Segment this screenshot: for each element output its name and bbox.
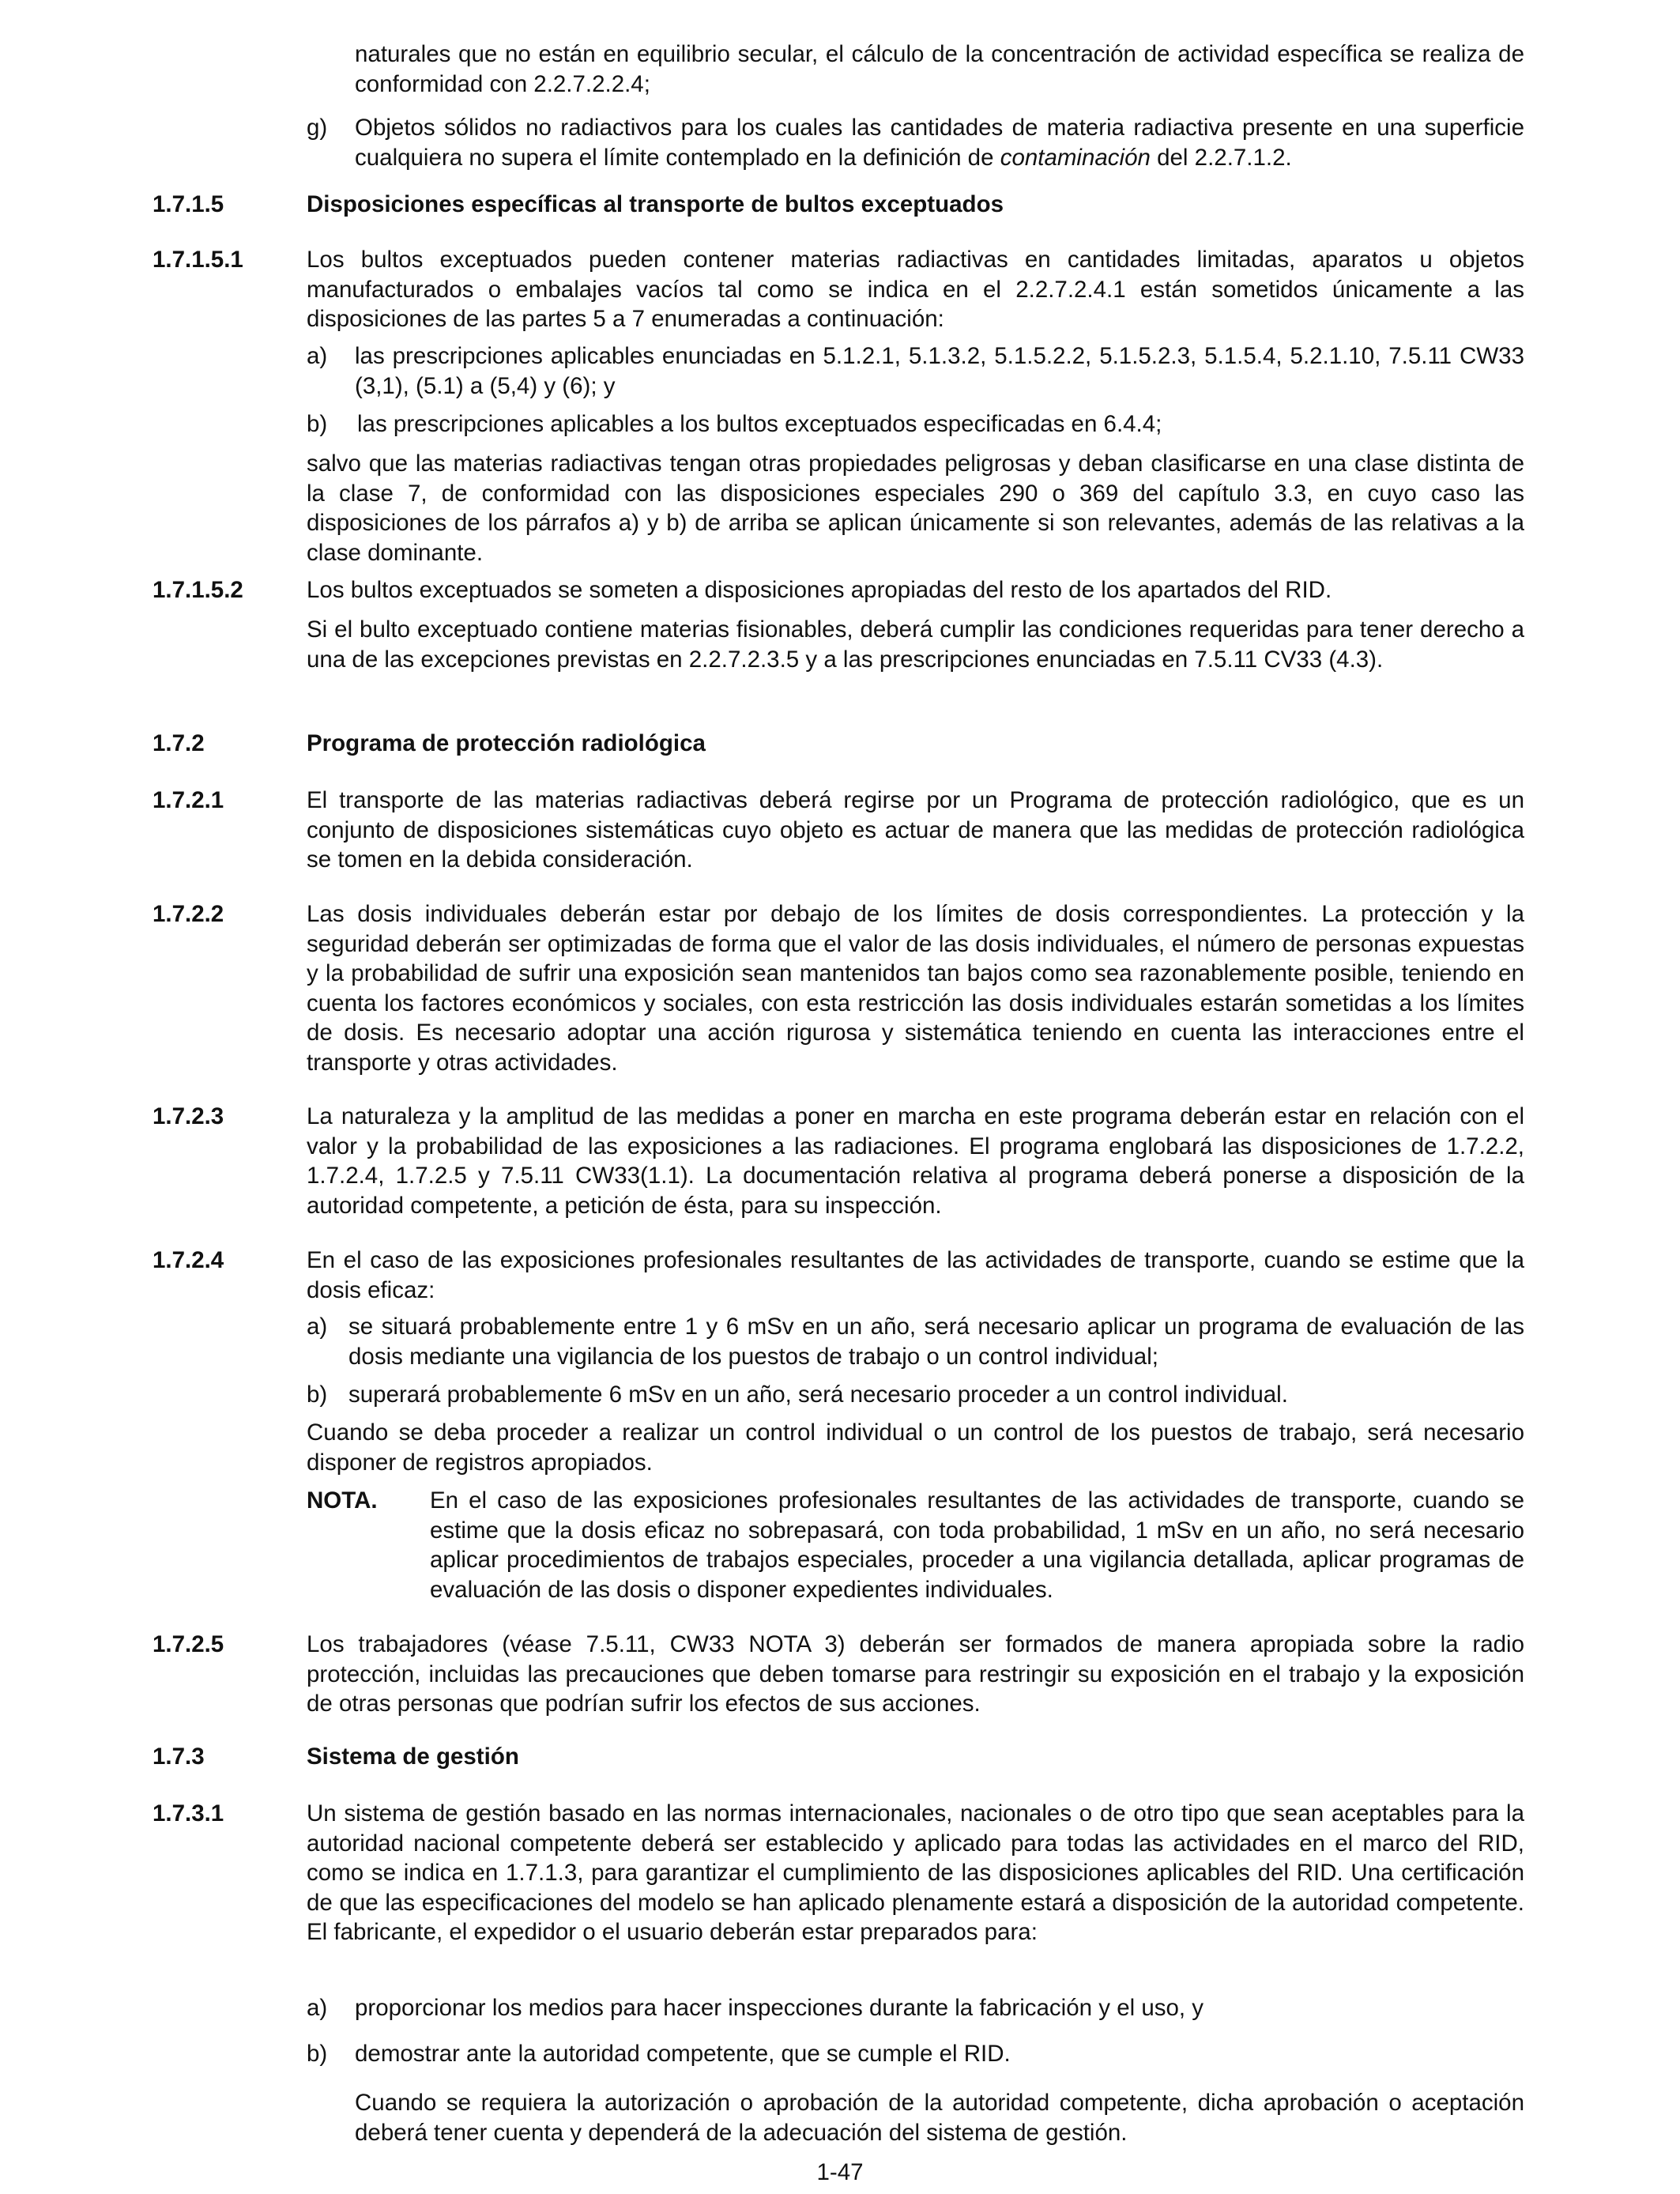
section-heading: Disposiciones específicas al transporte de bultos exceptuados [307, 191, 1004, 217]
list-item-a [307, 1993, 1524, 2023]
section-number: 1.7.2.5 [153, 1631, 224, 1657]
section-paragraph: Si el bulto exceptuado contiene materias fisionables, deberá cumplir las condiciones requeridas para tener derecho a una de las excepciones previstas en 2.2.7.2.3.5 y a las prescripciones enunciadas en 7.5.11 CV33 (4.3). [307, 616, 1524, 673]
section-paragraph: Las dosis individuales deberán estar por debajo de los límites de dosis correspondientes. La protección y la seguridad deberán ser optimizadas de forma que el valor de las dosis individuales, el número de personas expuestas y la probabilidad de sufrir una exposición sean mantenidos tan bajos como sea razonablemente posible, teniendo en cuenta los factores económicos y sociales, con esta restricción las dosis individuales estarán sometidas a los límites de dosis. Es necesario adoptar una acción rigurosa y sistemática teniendo en cuenta las interacciones entre el transporte y otras actividades. [307, 901, 1524, 1076]
list-item-b [307, 1380, 1524, 1410]
italic-term: contaminación [1000, 144, 1151, 171]
text-run: del 2.2.7.1.2. [1150, 144, 1292, 171]
note-block [307, 1486, 1524, 1604]
section-number: 1.7.2.1 [153, 787, 224, 813]
section-number: 1.7.3 [153, 1744, 205, 1770]
section-paragraph: salvo que las materias radiactivas tengan otras propiedades peligrosas y deban clasificarse en una clase distinta de la clase 7, de conformidad con las disposiciones especiales 290 o 369 del capítulo 3.3, en cuyo caso las disposiciones de los párrafos a) y b) de arriba se aplican únicamente si son relevantes, además de las relativas a la clase dominante. [307, 450, 1524, 566]
list-label: a) [307, 1314, 328, 1340]
list-text: proporcionar los medios para hacer inspecciones durante la fabricación y el uso, y [355, 1995, 1204, 2021]
list-text: demostrar ante la autoridad competente, que se cumple el RID. [355, 2041, 1011, 2067]
section-paragraph: Un sistema de gestión basado en las normas internacionales, nacionales o de otro tipo que sean aceptables para la autoridad nacional competente deberá ser establecido y aplicado para todas las actividades en el marco del RID, como se indica en 1.7.1.3, para garantizar el cumplimiento de las disposiciones aplicables del RID. Una certificación de que las especificaciones del modelo se han aplicado plenamente estará a disposición de la autoridad competente. El fabricante, el expedidor o el usuario deberán estar preparados para: [307, 1800, 1524, 1945]
section-paragraph: En el caso de las exposiciones profesionales resultantes de las actividades de transporte, cuando se estime que la dosis eficaz: [307, 1247, 1524, 1303]
section-paragraph: La naturaleza y la amplitud de las medidas a poner en marcha en este programa deberán estar en relación con el valor y la probabilidad de las exposiciones a las radiaciones. El programa englobará las disposiciones de 1.7.2.2, 1.7.2.4, 1.7.2.5 y 7.5.11 CW33(1.1). La documentación relativa al programa deberá ponerse a disposición de la autoridad competente, a petición de ésta, para su inspección. [307, 1103, 1524, 1219]
section-paragraph: Los bultos exceptuados se someten a disposiciones apropiadas del resto de los apartados del RID. [307, 577, 1332, 603]
list-text: se situará probablemente entre 1 y 6 mSv en un año, será necesario aplicar un programa de evaluación de las dosis mediante una vigilancia de los puestos de trabajo o un control individual; [348, 1314, 1524, 1370]
list-item-b [307, 409, 1524, 439]
section-paragraph: Los bultos exceptuados pueden contener materias radiactivas en cantidades limitadas, aparatos u objetos manufacturados o embalajes vacíos tal como se indica en el 2.2.7.2.4.1 están sometidos únicamente a las disposiciones de las partes 5 a 7 enumeradas a continuación: [307, 247, 1524, 332]
section-heading: Programa de protección radiológica [307, 730, 706, 756]
section-number: 1.7.1.5 [153, 191, 224, 217]
text-run: Objetos sólidos no radiactivos para los cuales las cantidades de materia radiactiva presente en una superficie cualquiera no supera el límite contemplado en la definición de [355, 115, 1524, 171]
section-number: 1.7.2.2 [153, 901, 224, 927]
continuation-paragraph: naturales que no están en equilibrio secular, el cálculo de la concentración de actividad específica se realiza de conformidad con 2.2.7.2.2.4; [355, 41, 1524, 97]
note-label: NOTA. [307, 1487, 378, 1514]
section-number: 1.7.2.4 [153, 1247, 224, 1273]
section-heading: Sistema de gestión [307, 1744, 519, 1770]
list-item-b [307, 2039, 1524, 2069]
list-item-g [307, 113, 1524, 172]
list-label: a) [307, 1995, 328, 2021]
section-number: 1.7.1.5.2 [153, 577, 243, 603]
section-paragraph: El transporte de las materias radiactivas deberá regirse por un Programa de protección radiológico, que es un conjunto de disposiciones sistemáticas cuyo objeto es actuar de manera que las medidas de protección radiológica se tomen en la debida consideración. [307, 787, 1524, 873]
section-paragraph: Cuando se requiera la autorización o aprobación de la autoridad competente, dicha aprobación o aceptación deberá tener cuenta y dependerá de la adecuación del sistema de gestión. [355, 2090, 1524, 2146]
section-number: 1.7.1.5.1 [153, 247, 243, 273]
list-label: a) [307, 343, 328, 369]
section-number: 1.7.3.1 [153, 1800, 224, 1826]
page-number: 1-47 [816, 2159, 864, 2185]
note-text: En el caso de las exposiciones profesionales resultantes de las actividades de transporte, cuando se estime que la dosis eficaz no sobrepasará, con toda probabilidad, 1 mSv en un año, no será necesario aplicar procedimientos de trabajos especiales, proceder a una vigilancia detallada, aplicar programas de evaluación de las dosis o disponer expedientes individuales. [430, 1487, 1524, 1603]
list-text: superará probablemente 6 mSv en un año, será necesario proceder a un control individual. [348, 1382, 1288, 1408]
list-label: g) [307, 115, 328, 141]
section-paragraph: Cuando se deba proceder a realizar un control individual o un control de los puestos de trabajo, será necesario disponer de registros apropiados. [307, 1419, 1524, 1476]
list-text [355, 113, 1524, 172]
list-label: b) [307, 2041, 328, 2067]
section-paragraph: Los trabajadores (véase 7.5.11, CW33 NOTA 3) deberán ser formados de manera apropiada sobre la radio protección, incluidas las precauciones que deben tomarse para restringir su exposición en el trabajo y la exposición de otras personas que podrían sufrir los efectos de sus acciones. [307, 1631, 1524, 1717]
list-item-a [307, 341, 1524, 401]
list-text: las prescripciones aplicables a los bultos exceptuados especificadas en 6.4.4; [357, 411, 1162, 437]
section-number: 1.7.2.3 [153, 1103, 224, 1129]
list-text: las prescripciones aplicables enunciadas en 5.1.2.1, 5.1.3.2, 5.1.5.2.2, 5.1.5.2.3, 5.1.5.4, 5.2.1.10, 7.5.11 CW33 (3,1), (5.1) a (5,4) y (6); y [355, 343, 1524, 399]
list-item-a [307, 1312, 1524, 1371]
list-label: b) [307, 1382, 328, 1408]
list-label: b) [307, 411, 328, 437]
section-number: 1.7.2 [153, 730, 205, 756]
